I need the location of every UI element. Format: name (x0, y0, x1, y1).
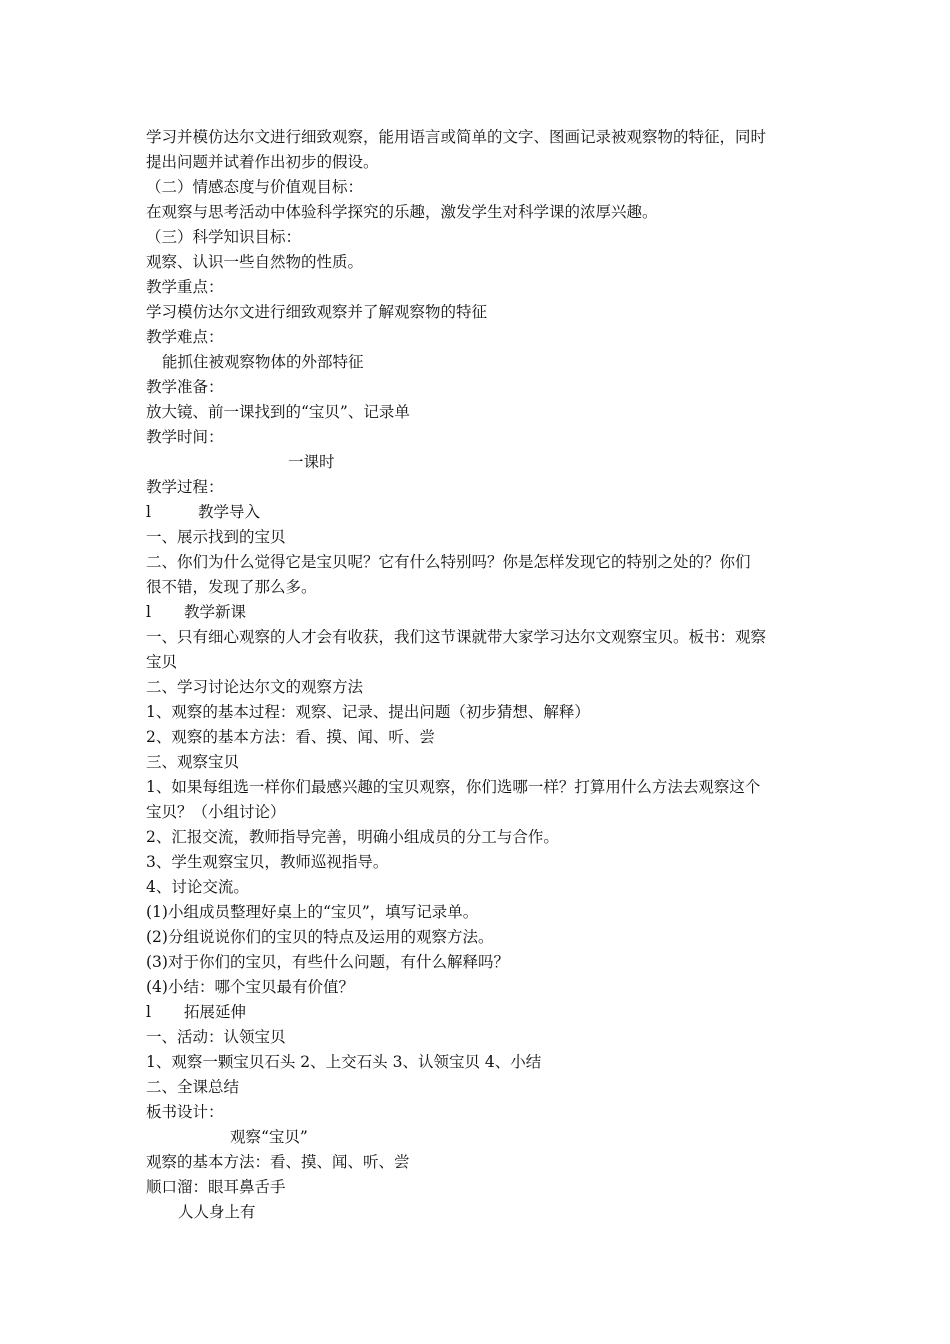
text-line: 2、汇报交流，教师指导完善，明确小组成员的分工与合作。 (146, 828, 559, 846)
text-line: 宝贝？（小组讨论） (146, 803, 286, 821)
text-line: 一、活动：认领宝贝 (146, 1028, 286, 1046)
section-heading: （二）情感态度与价值观目标： (146, 178, 364, 196)
bullet-text: 教学新课 (184, 603, 247, 621)
section-heading: 教学时间： (146, 428, 224, 446)
text-line: 一、展示找到的宝贝 (146, 528, 286, 546)
bullet-marker: l (146, 1003, 151, 1021)
text-line: 三、观察宝贝 (146, 753, 240, 771)
bullet-text: 拓展延伸 (184, 1003, 247, 1021)
text-line: 一、只有细心观察的人才会有收获，我们这节课就带大家学习达尔文观察宝贝。板书：观察 (146, 628, 767, 646)
section-heading: 板书设计： (146, 1103, 224, 1121)
text-line: 很不错，发现了那么多。 (146, 578, 317, 596)
text-line: 二、全课总结 (146, 1078, 240, 1096)
bullet-item (146, 1002, 246, 1022)
section-heading: 教学过程： (146, 478, 224, 496)
text-line: 1、观察一颗宝贝石头 2、上交石头 3、认领宝贝 4、小结 (146, 1053, 542, 1071)
bullet-marker: l (146, 503, 151, 521)
text-line: 2、观察的基本方法：看、摸、闻、听、尝 (146, 728, 435, 746)
section-heading: 教学难点： (146, 328, 224, 346)
bullet-marker: l (146, 603, 151, 621)
board-title: 观察“宝贝” (230, 1128, 308, 1146)
text-line: 1、如果每组选一样你们最感兴趣的宝贝观察，你们选哪一样？打算用什么方法去观察这个 (146, 778, 761, 796)
text-line: 观察、认识一些自然物的性质。 (146, 253, 364, 271)
text-line: 顺口溜：眼耳鼻舌手 (146, 1178, 286, 1196)
section-heading: （三）科学知识目标： (146, 228, 302, 246)
text-line: 二、学习讨论达尔文的观察方法 (146, 678, 364, 696)
text-line: 放大镜、前一课找到的“宝贝”、记录单 (146, 403, 410, 421)
text-line: (3)对于你们的宝贝，有些什么问题，有什么解释吗？ (146, 953, 509, 971)
bullet-item (146, 502, 260, 522)
text-line: 提出问题并试着作出初步的假设。 (146, 153, 379, 171)
text-line: 观察的基本方法：看、摸、闻、听、尝 (146, 1153, 410, 1171)
text-line: (2)分组说说你们的宝贝的特点及运用的观察方法。 (146, 928, 494, 946)
text-line: 1、观察的基本过程：观察、记录、提出问题（初步猜想、解释） (146, 703, 590, 721)
text-line: 能抓住被观察物体的外部特征 (162, 353, 364, 371)
bullet-item (146, 602, 246, 622)
text-line: 人人身上有 (178, 1203, 256, 1221)
text-line: 在观察与思考活动中体验科学探究的乐趣，激发学生对科学课的浓厚兴趣。 (146, 203, 658, 221)
bullet-text: 教学导入 (198, 503, 261, 521)
text-line: 3、学生观察宝贝，教师巡视指导。 (146, 853, 389, 871)
text-line: 宝贝 (146, 653, 178, 671)
text-line: 一课时 (288, 453, 335, 471)
text-line: 4、讨论交流。 (146, 878, 249, 896)
text-line: (4)小结：哪个宝贝最有价值？ (146, 978, 354, 996)
section-heading: 教学准备： (146, 378, 224, 396)
text-line: 二、你们为什么觉得它是宝贝呢？它有什么特别吗？你是怎样发现它的特别之处的？你们 (146, 553, 751, 571)
text-line: 学习模仿达尔文进行细致观察并了解观察物的特征 (146, 303, 488, 321)
text-line: 学习并模仿达尔文进行细致观察，能用语言或简单的文字、图画记录被观察物的特征，同时 (146, 128, 767, 146)
text-line: (1)小组成员整理好桌上的“宝贝”，填写记录单。 (146, 903, 479, 921)
section-heading: 教学重点： (146, 278, 224, 296)
